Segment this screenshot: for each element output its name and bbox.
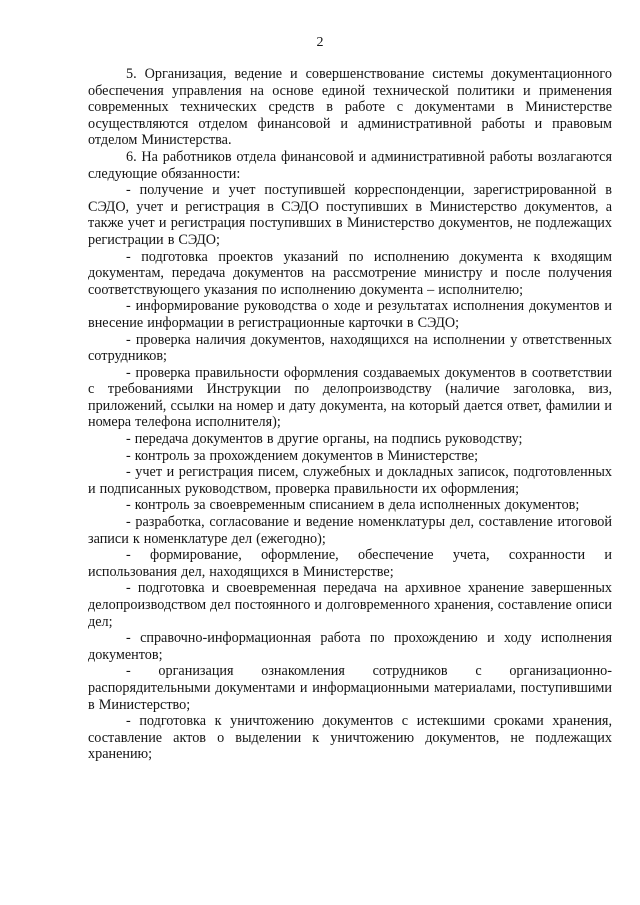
- duty-item-document-transfer: - передача документов в другие органы, на подпись руководству;: [126, 431, 523, 448]
- duty-item-nomenclature: - разработка, согласование и ведение номенклатуры дел, составление итоговой записи к номенклатуре дел (ежегодно);: [88, 514, 612, 547]
- duty-item-informing-management: - информирование руководства о ходе и результатах исполнения документов и внесение информации в регистрационные карточки в СЭДО;: [88, 298, 612, 331]
- duty-item-execution-instructions: - подготовка проектов указаний по исполнению документа к входящим документам, передача документов на рассмотрение министру и после получения соответствующего указания по исполнению документа – исполнителю;: [88, 248, 612, 298]
- page-number: 2: [316, 35, 324, 50]
- duty-item-formatting-check: - проверка правильности оформления создаваемых документов в соответствии с требованиями Инструкции по делопроизводству (наличие заголовка, виз, приложений, ссылки на номер и дату документа, на который дается ответ, фамилии и номера телефона исполнителя);: [88, 364, 612, 431]
- duty-item-reference-work: - справочно-информационная работа по прохождению и ходу исполнения документов;: [88, 630, 612, 663]
- duty-item-document-flow-control: - контроль за прохождением документов в Министерстве;: [126, 447, 479, 464]
- duty-item-case-formation: - формирование, оформление, обеспечение учета, сохранности и использования дел, находящихся в Министерстве;: [88, 547, 612, 580]
- duty-item-correspondence-registration: - получение и учет поступившей корреспонденции, зарегистрированной в СЭДО, учет и регистрация в СЭДО поступивших в Министерство документов, а также учет и регистрация поступивших в Министерство документов, не подлежащих регистрации в СЭДО;: [88, 182, 612, 248]
- paragraph-item-6: 6. На работников отдела финансовой и административной работы возлагаются следующие обязанности:: [88, 148, 612, 182]
- duty-item-archive-transfer: - подготовка и своевременная передача на архивное хранение завершенных делопроизводством дел постоянного и долговременного хранения, составление описи дел;: [88, 580, 612, 630]
- duty-item-letters-registration: - учет и регистрация писем, служебных и докладных записок, подготовленных и подписанных руководством, проверка правильности их оформления;: [88, 464, 612, 497]
- document-body: [88, 66, 612, 763]
- duty-item-availability-check: - проверка наличия документов, находящихся на исполнении у ответственных сотрудников;: [88, 331, 612, 365]
- duty-item-filing-control: - контроль за своевременным списанием в дела исполненных документов;: [126, 497, 580, 514]
- paragraph-item-5: 5. Организация, ведение и совершенствование системы документационного обеспечения управления на основе единой технической политики и применения современных технических средств в работе с документами в Министерстве осуществляются отделом финансовой и административной работы и правовым отделом Министерства.: [88, 66, 612, 149]
- duty-item-staff-familiarization: - организация ознакомления сотрудников с организационно-распорядительными документами и информационными материалами, поступившими в Министерство;: [88, 663, 612, 713]
- duty-item-destruction-preparation: - подготовка к уничтожению документов с истекшими сроками хранения, составление актов о выделении к уничтожению документов, не подлежащих хранению;: [88, 713, 612, 763]
